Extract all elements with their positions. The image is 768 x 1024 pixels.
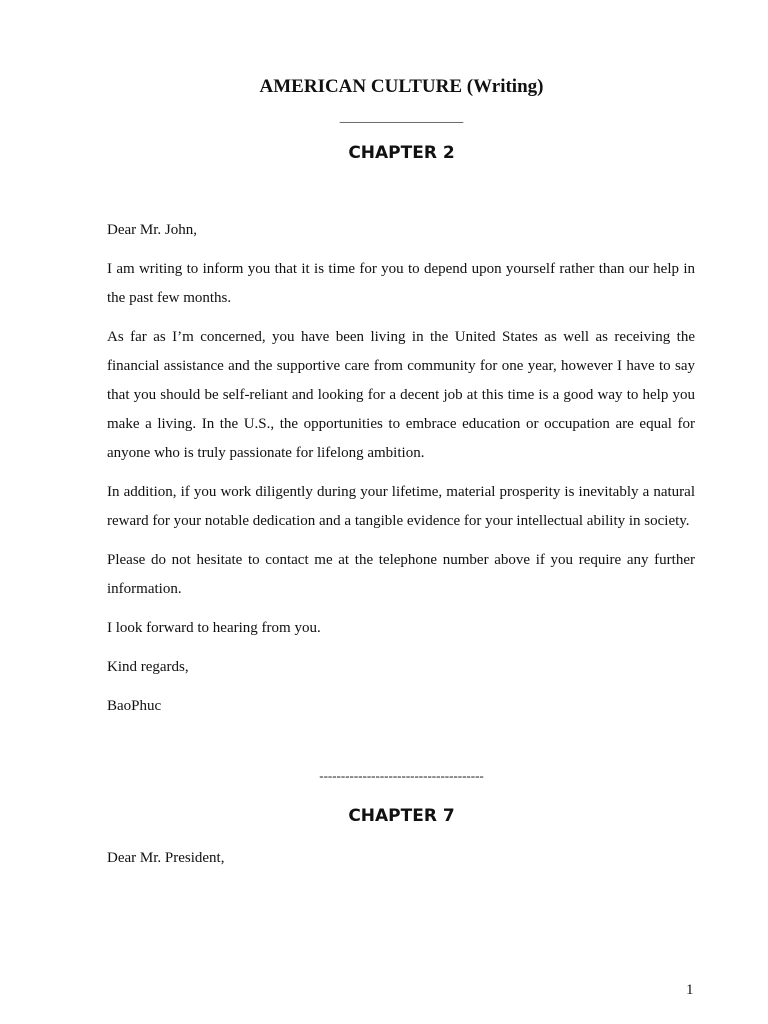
letter-paragraph-5: I look forward to hearing from you.	[107, 620, 321, 636]
letter-signature: BaoPhuc	[107, 698, 162, 714]
letter-paragraph-2: As far as I’m concerned, you have been living in the United States as well as receiving the financial assistance and the supportive care from community for one year, however I have to say that you should be self-reliant and looking for a decent job at this time is a good way to help you make a living. In the U.S., the opportunities to embrace education or occupation are equal for anyone who is truly passionate for lifelong ambition.	[107, 329, 695, 461]
section-divider: --------------------------------------	[319, 768, 484, 783]
letter-paragraph-1: I am writing to inform you that it is time for you to depend upon yourself rather than our help in the past few months.	[107, 261, 695, 306]
chapter-2-heading: CHAPTER 2	[348, 143, 455, 163]
document-title: AMERICAN CULTURE (Writing)	[259, 76, 544, 97]
letter-salutation: Dear Mr. John,	[107, 222, 197, 238]
letter-paragraph-3: In addition, if you work diligently during your lifetime, material prosperity is inevitably a natural reward for your notable dedication and a tangible evidence for your intellectual ability in society.	[107, 484, 695, 529]
letter-paragraph-4: Please do not hesitate to contact me at the telephone number above if you require any further information.	[107, 552, 695, 597]
title-underline: ___________________	[339, 109, 464, 124]
letter-salutation: Dear Mr. President,	[107, 850, 225, 866]
page-number: 1	[686, 982, 694, 998]
chapter-7-heading: CHAPTER 7	[348, 806, 455, 826]
letter-closing: Kind regards,	[107, 659, 189, 675]
chapter-2-letter	[107, 216, 695, 731]
chapter-7-letter	[107, 844, 695, 883]
